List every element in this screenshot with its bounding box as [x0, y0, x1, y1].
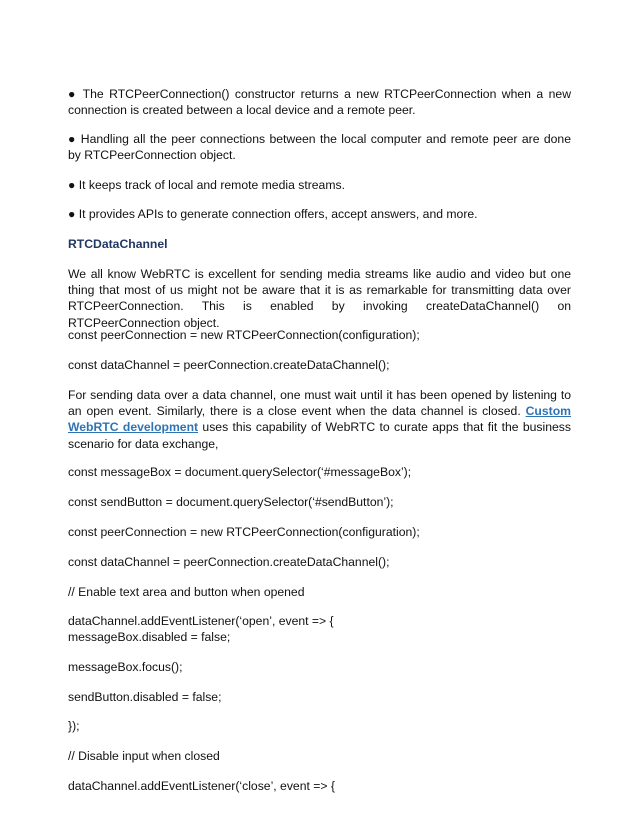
code-line: messageBox.disabled = false; — [68, 630, 231, 644]
code-line: dataChannel.addEventListener(‘open’, event => { — [68, 614, 334, 628]
bullet-paragraph: ● It keeps track of local and remote media streams. — [68, 178, 345, 192]
bullet-paragraph: ● The RTCPeerConnection() constructor returns a new RTCPeerConnection when a new connection is created between a local device and a remote peer. — [68, 87, 571, 118]
code-line: const dataChannel = peerConnection.createDataChannel(); — [68, 555, 390, 569]
code-line: const peerConnection = new RTCPeerConnection(configuration); — [68, 525, 420, 539]
section-heading: RTCDataChannel — [68, 237, 168, 251]
code-line: const messageBox = document.querySelector(‘#messageBox’); — [68, 465, 412, 479]
custom-webrtc-development-link[interactable]: Custom WebRTC development — [68, 404, 571, 435]
code-line: messageBox.focus(); — [68, 660, 183, 674]
link-paragraph-text-before: For sending data over a data channel, one must wait until it has been opened by listening to an open event. Similarly, there is a close event when the data channel is closed. — [68, 388, 571, 419]
intro-paragraph: We all know WebRTC is excellent for sending media streams like audio and video but one thing that most of us might not be aware that it is as remarkable for transmitting data over RTCPeerConnection. This is enabled by invoking createDataChannel() on RTCPeerConnection object. — [68, 267, 571, 330]
bullet-paragraph: ● It provides APIs to generate connection offers, accept answers, and more. — [68, 207, 478, 221]
code-line: const sendButton = document.querySelector(‘#sendButton’); — [68, 495, 394, 509]
code-line: const peerConnection = new RTCPeerConnection(configuration); — [68, 328, 420, 342]
link-paragraph-text-after: uses this capability of WebRTC to curate apps that fit the business scenario for data exchange, — [68, 420, 571, 451]
code-comment: // Disable input when closed — [68, 749, 220, 763]
code-comment: // Enable text area and button when opened — [68, 585, 305, 599]
code-line: dataChannel.addEventListener(‘close’, event => { — [68, 779, 335, 793]
link-paragraph — [68, 387, 571, 452]
code-line: }); — [68, 719, 80, 733]
bullet-paragraph: ● Handling all the peer connections between the local computer and remote peer are done by RTCPeerConnection object. — [68, 132, 571, 163]
code-line: const dataChannel = peerConnection.createDataChannel(); — [68, 358, 390, 372]
code-line: sendButton.disabled = false; — [68, 690, 222, 704]
